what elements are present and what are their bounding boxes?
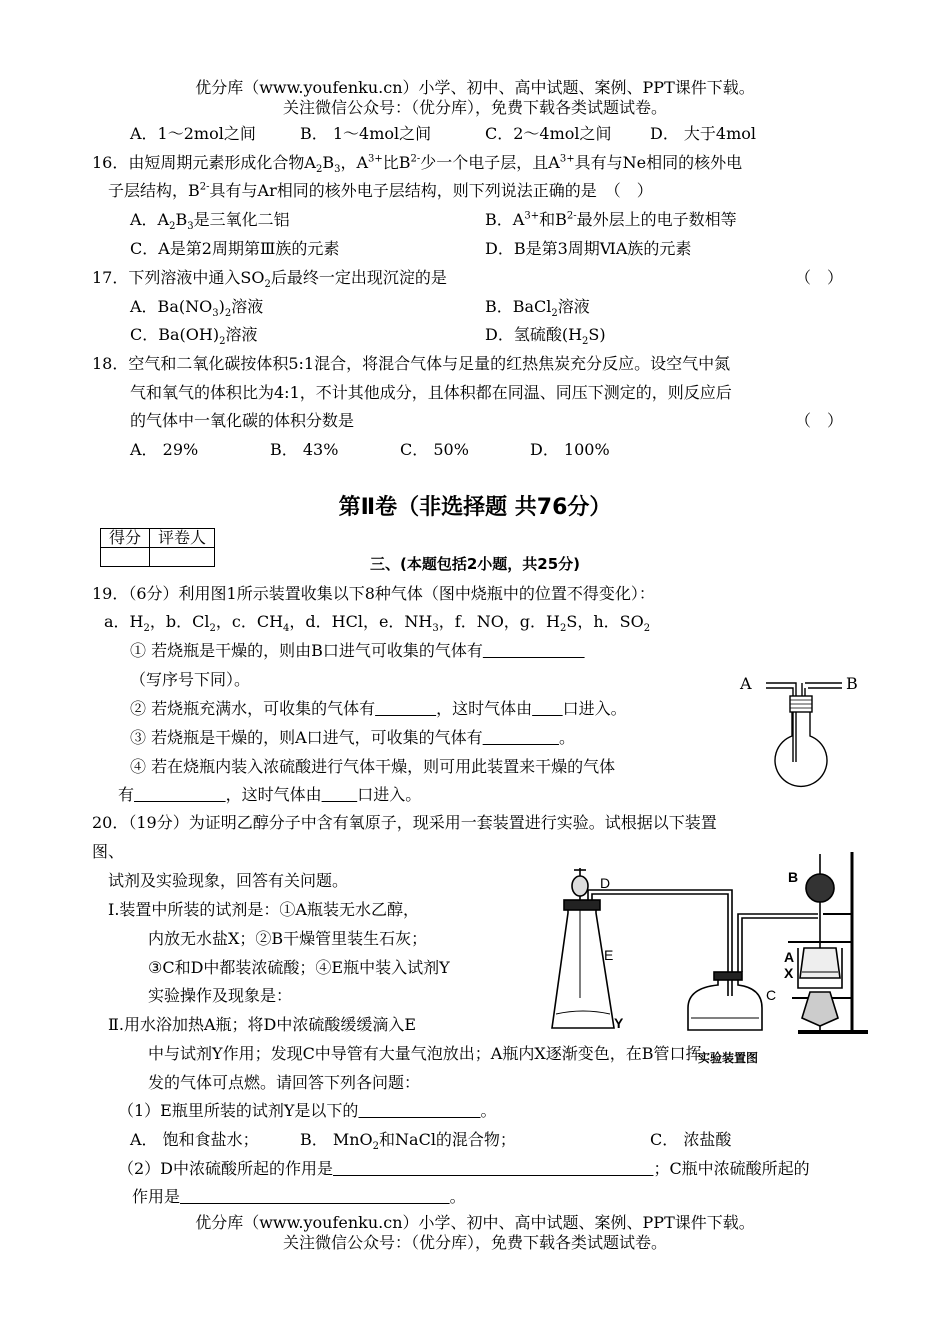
- q17-option-b: B．BaCl$_2$溶液: [485, 297, 590, 320]
- q20-reagent-line-3: ③C和D中都装浓硫酸；④E瓶中装入试剂Y: [148, 958, 450, 977]
- q17-stem: 17．下列溶液中通入$SO_2$后最终一定出现沉淀的是: [92, 268, 447, 291]
- q18-stem-line-2: 气和氧气的体积比为4:1，不计其他成分，且体积都在同温、同压下测定的，则反应后: [130, 383, 732, 402]
- q15-option-c: C．2～4mol之间: [485, 124, 612, 143]
- q18-option-c: C． 50%: [400, 440, 469, 459]
- q20-option-c: C． 浓盐酸: [650, 1130, 732, 1149]
- apparatus-label-c: C: [766, 987, 777, 1003]
- q19-stem: 19．（6分）利用图1所示装置收集以下8种气体（图中烧瓶中的位置不得变化）：: [92, 584, 655, 603]
- q19-item-4-cont: 有 ，这时气体由 口进入。: [118, 785, 422, 804]
- q19-item-2: ② 若烧瓶充满水，可收集的气体有 ，这时气体由 口进入。: [130, 699, 627, 718]
- grader-header: 评卷人: [150, 529, 215, 548]
- q20-procedure-line-2: 中与试剂Y作用；发现C中导管有大量气泡放出；A瓶内X逐渐变色，在B管口挥: [148, 1044, 702, 1063]
- q16-stem-line-2: 子层结构，$B^{2-}$具有与Ar相同的核外电子层结构，则下列说法正确的是 （ ）: [108, 181, 653, 200]
- q19-gas-list: a．$H_2$，b．$Cl_2$，c．$CH_4$，d．HCl，e．$NH_3$，f．NO，g．$H_2S$，h．$SO_2$: [104, 612, 651, 635]
- q17-option-d: D．氢硫酸$(H_2S)$: [485, 325, 606, 348]
- q19-item-3: ③ 若烧瓶是干燥的，则A口进气，可收集的气体有 。: [130, 728, 575, 747]
- header-line-1: 优分库（www.youfenku.cn）小学、初中、高中试题、案例、PPT课件下载。: [195, 78, 755, 97]
- q16-option-a: A．$A_2B_3$是三氧化二铝: [130, 210, 290, 233]
- q19-item-4: ④ 若在烧瓶内装入浓硫酸进行气体干燥，则可用此装置来干燥的气体: [130, 757, 616, 776]
- q20-stem-line-1: 20．（19分）为证明乙醇分子中含有氧原子，现采用一套装置进行实验。试根据以下装置: [92, 813, 717, 832]
- q15-option-a: A．1～2mol之间: [130, 124, 256, 143]
- q16-option-c: C．A是第2周期第Ⅲ族的元素: [130, 239, 340, 258]
- q20-part-2-cont: 作用是 。: [132, 1187, 466, 1206]
- q17-option-c: C．$Ba(OH)_2$溶液: [130, 325, 258, 348]
- apparatus-label-e: E: [604, 947, 614, 963]
- q20-option-a: A． 饱和食盐水；: [130, 1130, 259, 1149]
- q20-part-2: （2）D中浓硫酸所起的作用是 ；C瓶中浓硫酸所起的: [118, 1159, 810, 1178]
- q20-reagent-line-2: 内放无水盐X；②B干燥管里装生石灰；: [148, 929, 428, 948]
- part-two-title: 第Ⅱ卷（非选择题 共76分）: [338, 495, 612, 520]
- q18-option-d: D． 100%: [530, 440, 610, 459]
- apparatus-label-d: D: [600, 875, 611, 891]
- apparatus-label-b: B: [788, 869, 799, 885]
- q20-stem-line-3: 试剂及实验现象，回答有关问题。: [108, 871, 349, 890]
- apparatus-caption: 实验装置图: [698, 1051, 759, 1065]
- q18-stem-line-3: 的气体中一氧化碳的体积分数是: [130, 411, 355, 430]
- footer-line-2: 关注微信公众号：（优分库），免费下载各类试题试卷。: [282, 1233, 667, 1252]
- q16-option-d: D．B是第3周期ⅥA族的元素: [485, 239, 692, 258]
- q15-option-b: B． 1～4mol之间: [300, 124, 432, 143]
- q17-option-a: A．$Ba(NO_3)_2$溶液: [130, 297, 264, 320]
- q19-item-1: ① 若烧瓶是干燥的，则由B口进气可收集的气体有: [130, 641, 483, 660]
- fig1-label-b: B: [846, 674, 858, 693]
- q18-answer-paren: （ ）: [795, 411, 844, 430]
- q20-option-b: B． MnO$_2$和NaCl的混合物；: [300, 1130, 516, 1153]
- q18-stem-line-1: 18．空气和二氧化碳按体积5:1混合，将混合气体与足量的红热焦炭充分反应。设空气中氮: [92, 354, 731, 373]
- q18-option-a: A． 29%: [130, 440, 199, 459]
- q16-option-b: B．$A^{3+}$和$B^{2-}$最外层上的电子数相等: [485, 210, 737, 229]
- q17-answer-paren: （ ）: [795, 268, 844, 287]
- ethanol-apparatus-diagram: [548, 848, 870, 1070]
- q20-reagent-line-1: Ⅰ.装置中所装的试剂是：①A瓶装无水乙醇，: [108, 900, 419, 919]
- apparatus-label-y: Y: [614, 1015, 624, 1031]
- apparatus-label-x: X: [784, 965, 794, 981]
- fig1-label-a: A: [740, 674, 752, 693]
- score-header: 得分: [101, 529, 150, 548]
- apparatus-label-a: A: [784, 949, 795, 965]
- q15-option-d: D． 大于4mol: [650, 124, 757, 143]
- q18-option-b: B． 43%: [270, 440, 339, 459]
- q16-stem-line-1: 16．由短周期元素形成化合物$A_2B_3$，$A^{3+}$比$B^{2-}$少一个电子层，且$A^{3+}$具有与Ne相同的核外电: [92, 153, 743, 176]
- q19-item-1-note: （写序号下同）。: [130, 670, 251, 689]
- section-three-heading: 三、(本题包括2小题，共25分): [369, 555, 581, 573]
- gas-collection-flask-diagram: [760, 676, 860, 796]
- q20-procedure-line-3: 发的气体可点燃。请回答下列各问题：: [148, 1073, 421, 1092]
- footer-line-1: 优分库（www.youfenku.cn）小学、初中、高中试题、案例、PPT课件下载。: [195, 1213, 755, 1232]
- header-line-2: 关注微信公众号：（优分库），免费下载各类试题试卷。: [282, 98, 667, 117]
- q20-part-1: （1）E瓶里所装的试剂Y是以下的 。: [118, 1101, 497, 1120]
- q20-stem-line-2: 图、: [92, 842, 125, 861]
- q20-procedure-line-1: Ⅱ.用水浴加热A瓶；将D中浓硫酸缓缓滴入E: [108, 1015, 417, 1034]
- q20-procedure-heading: 实验操作及现象是：: [148, 986, 293, 1005]
